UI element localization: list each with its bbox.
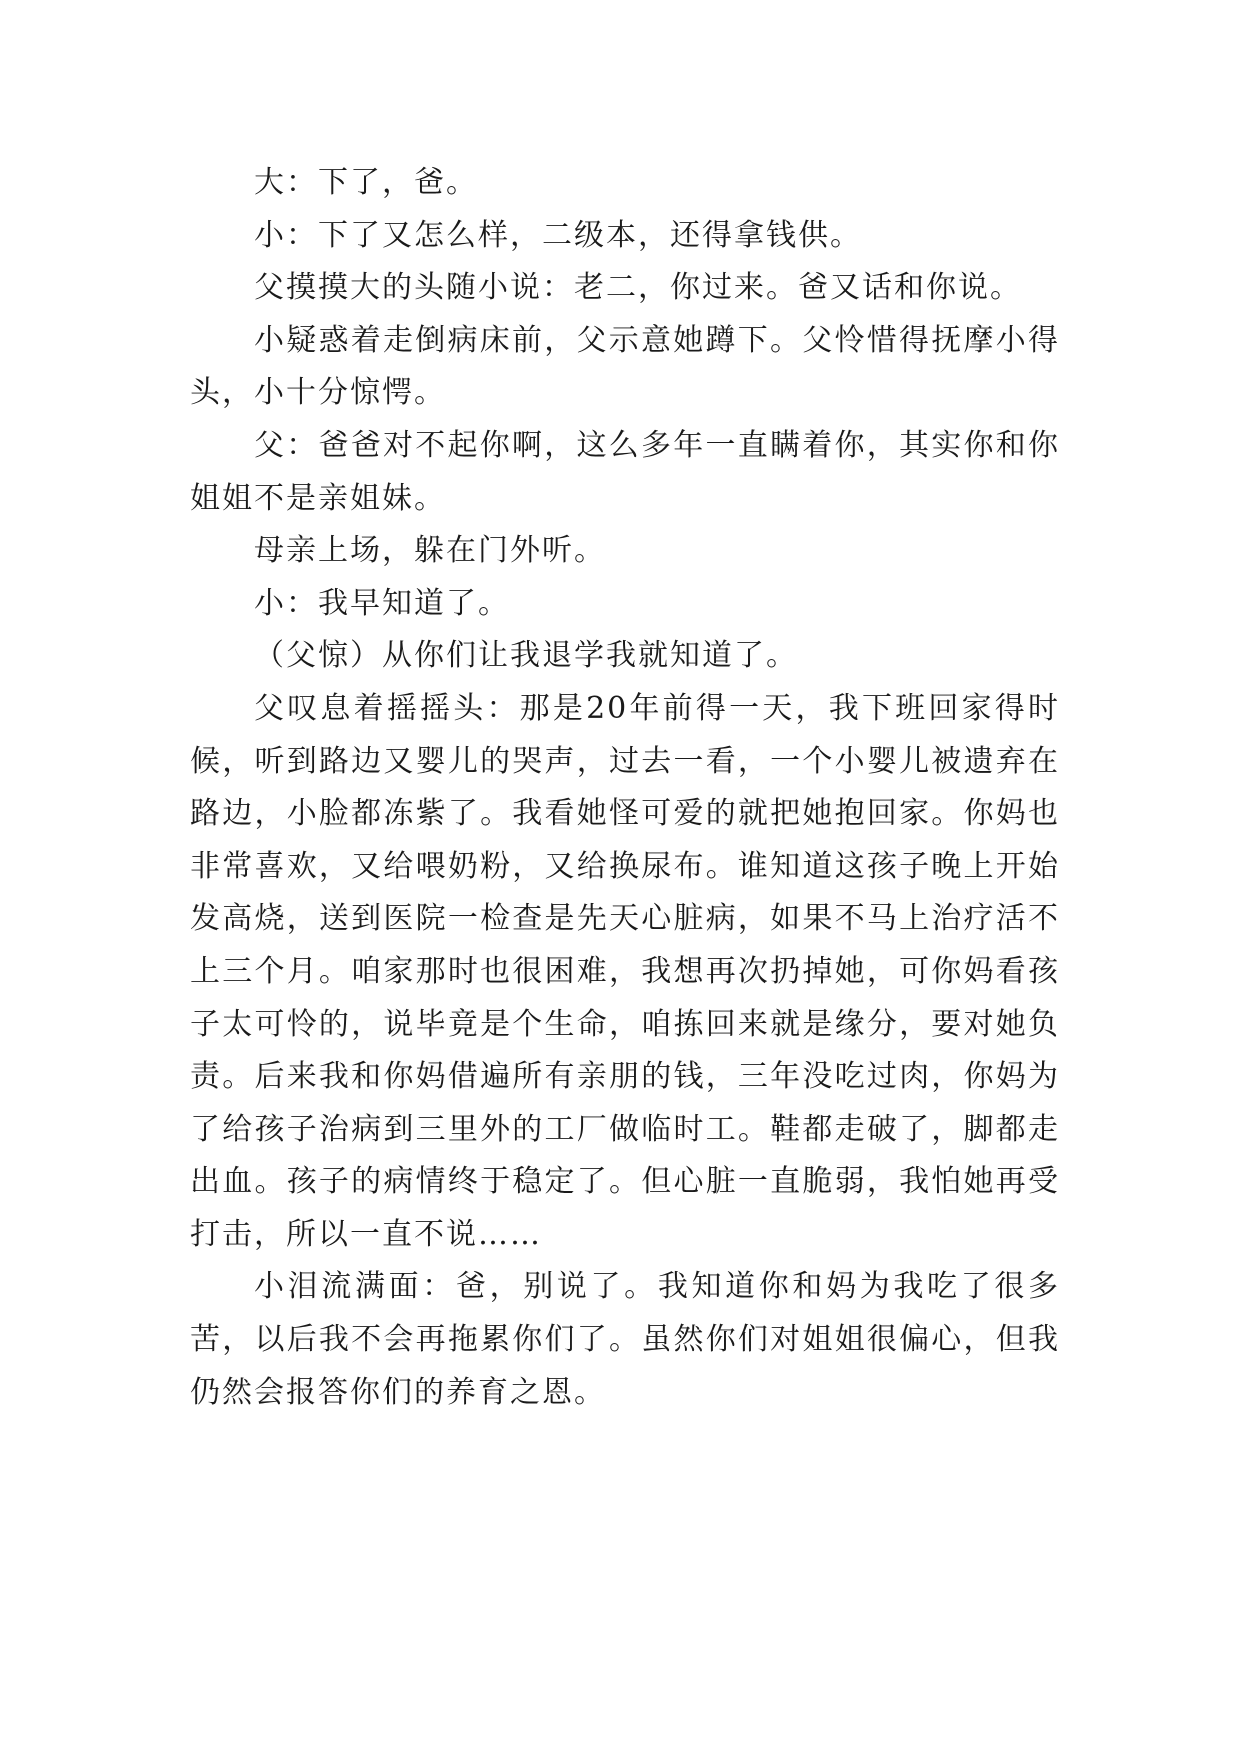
paragraph-7: 小：我早知道了。 <box>254 585 510 621</box>
paragraph-1: 大：下了，爸。 <box>254 165 478 200</box>
paragraph-4: 小疑惑着走倒病床前，父示意她蹲下。父怜惜得抚摩小得头，小十分惊愕。 <box>190 322 1060 411</box>
paragraph-5: 父：爸爸对不起你啊，这么多年一直瞒着你，其实你和你姐姐不是亲姐妹。 <box>190 427 1060 516</box>
paragraph-9: 父叹息着摇摇头：那是20年前得一天，我下班回家得时候，听到路边又婴儿的哭声，过去一看，一个小婴儿被遗弃在路边，小脸都冻紫了。我看她怪可爱的就把她抱回家。你妈也非常喜欢，又给喂奶粉，又给换尿布。谁知道这孩子晚上开始发高烧，送到医院一检查是先天心脏病，如果不马上治疗活不上三个月。咱家那时也很困难，我想再次扔掉她，可你妈看孩子太可怜的，说毕竟是个生命，咱拣回来就是缘分，要对她负责。后来我和你妈借遍所有亲朋的钱，三年没吃过肉，你妈为了给孩子治病到三里外的工厂做临时工。鞋都走破了，脚都走出血。孩子的病情终于稳定了。但心脏一直脆弱，我怕她再受打击，所以一直不说…… <box>190 690 1060 1252</box>
paragraph-3: 父摸摸大的头随小说：老二，你过来。爸又话和你说。 <box>254 270 1022 306</box>
paragraph-6: 母亲上场，躲在门外听。 <box>254 533 606 569</box>
paragraph-10: 小泪流满面：爸，别说了。我知道你和妈为我吃了很多苦，以后我不会再拖累你们了。虽然你们对姐姐很偏心，但我仍然会报答你们的养育之恩。 <box>190 1269 1060 1410</box>
document-body <box>190 157 1060 1419</box>
paragraph-2: 小：下了又怎么样，二级本，还得拿钱供。 <box>254 217 862 253</box>
paragraph-8: （父惊）从你们让我退学我就知道了。 <box>254 638 798 674</box>
